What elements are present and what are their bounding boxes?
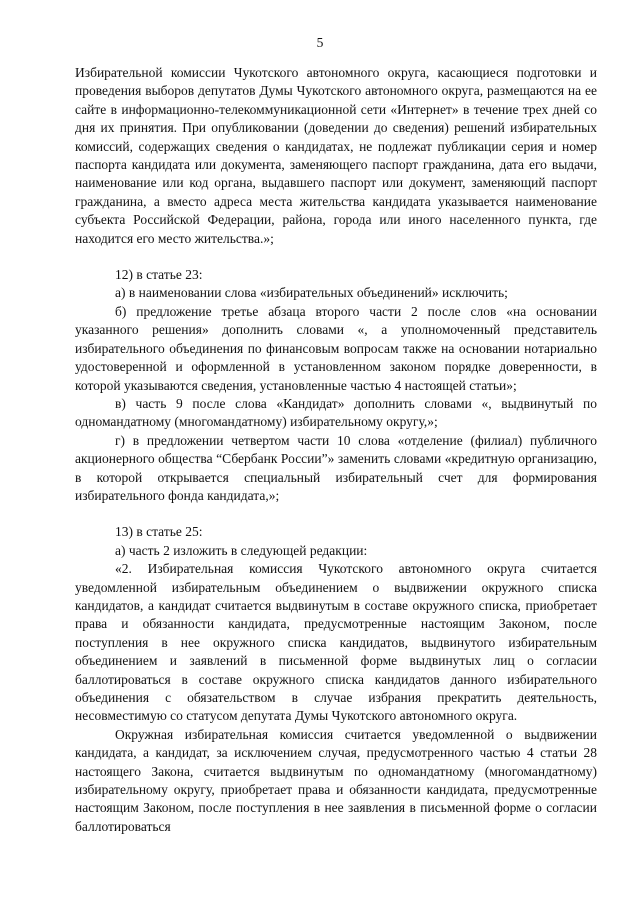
item-13-heading: 13) в статье 25:: [115, 524, 203, 540]
document-body: [75, 64, 597, 836]
item-12-v: в) часть 9 после слова «Кандидат» дополнить словами «, выдвинутый по одномандатному (многомандатному) избирательному округу,»;: [75, 395, 597, 430]
item-12-heading: 12) в статье 23:: [115, 267, 203, 283]
item-12-b: б) предложение третье абзаца второго части 2 после слов «на основании указанного решения» дополнить словами «, а уполномоченный представитель избирательного объединения по финансовым вопросам также на основании нотариально удостоверенной и оформленной в установленном законом порядке доверенности, в которой указываются сведения, установленные частью 4 настоящей статьи»;: [75, 303, 597, 393]
item-13-a-part-2-para-2: Окружная избирательная комиссия считается уведомленной о выдвижении кандидата, а кандидат, за исключением случая, предусмотренного частью 4 статьи 28 настоящего Закона, считается выдвинутым по одномандатному (многомандатному) избирательному округу, приобретает права и обязанности кандидата, предусмотренные настоящим Законом, после поступления в нее заявления в письменной форме о согласии баллотироваться: [75, 726, 597, 834]
item-12-a: а) в наименовании слова «избирательных объединений» исключить;: [115, 285, 508, 301]
item-12-g: г) в предложении четвертом части 10 слова «отделение (филиал) публичного акционерного общества “Сбербанк России”» заменить словами «кредитную организацию, в которой открывается специальный избирательный счет для формирования избирательного фонда кандидата,»;: [75, 432, 597, 503]
item-13-a-part-2: «2. Избирательная комиссия Чукотского автономного округа считается уведомленной избирательным объединением о выдвижении окружного списка кандидатов, а кандидат считается выдвинутым в составе окружного списка, приобретает права и обязанности кандидата, предусмотренные настоящим Законом, после поступления в нее окружного списка кандидатов, выдвинутого избирательным объединением и заявлений в письменной форме выдвинутых лиц о согласии баллотироваться в составе окружного списка кандидатов данного избирательного объединения с обязательством в случае избрания прекратить деятельность, несовместимую со статусом депутата Думы Чукотского автономного округа.: [75, 561, 597, 724]
paragraph-continuation: Избирательной комиссии Чукотского автономного округа, касающиеся подготовки и проведения выборов депутатов Думы Чукотского автономного округа, размещаются на ее сайте в информационно-телекоммуникационной сети «Интернет» в течение трех дней со дня их принятия. При опубликовании (доведении до сведения) решений избирательных комиссий, содержащих сведения о кандидатах, не подлежат публикации серия и номер паспорта кандидата или документа, заменяющего паспорт гражданина, дата его выдачи, наименование или код органа, выдавшего паспорт или документ, заменяющий паспорт гражданина, а вместо адреса места жительства кандидата указывается наименование субъекта Российской Федерации, района, города или иного населенного пункта, где находится его место жительства.»;: [75, 65, 597, 246]
page-number: 5: [316, 35, 324, 50]
item-13-a: а) часть 2 изложить в следующей редакции:: [115, 542, 368, 558]
